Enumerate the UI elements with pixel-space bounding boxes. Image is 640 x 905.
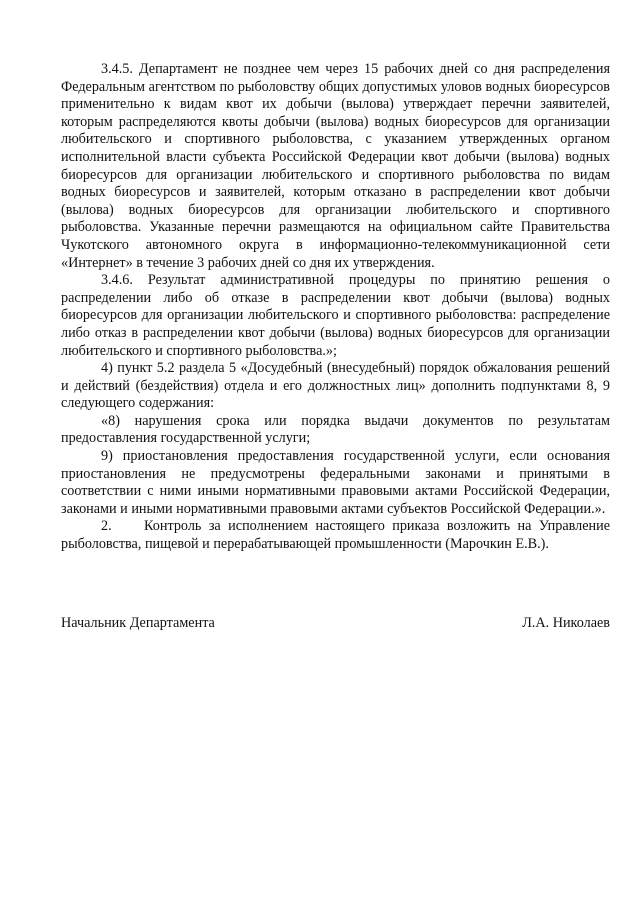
paragraph-3-4-5: 3.4.5. Департамент не позднее чем через 15 рабочих дней со дня распределения Федеральным агентством по рыболовству общих допустимых уловов водных биоресурсов применительно к видам квот их добычи (вылова) утверждает перечни заявителей, которым распределяются квоты добычи (вылова) водных биоресурсов для организации любительского и спортивного рыболовства, с указанием утвержденных органом исполнительной власти субъекта Российской Федерации квот добычи (вылова) водных биоресурсов для организации любительского и спортивного рыболовства по видам водных биоресурсов и заявителей, которым отказано в распределении квот добычи (вылова) водных биоресурсов для организации любительского и спортивного рыболовства. Указанные перечни размещаются на официальном сайте Правительства Чукотского автономного округа в информационно-телекоммуникационной сети «Интернет» в течение 3 рабочих дней со дня их утверждения. <box>61 61 610 271</box>
paragraph-item-4: 4) пункт 5.2 раздела 5 «Досудебный (внесудебный) порядок обжалования решений и действий (бездействия) отдела и его должностных лиц» дополнить подпунктами 8, 9 следующего содержания: <box>61 360 610 412</box>
item-2-number: 2. <box>101 518 112 535</box>
signatory-position: Начальник Департамента <box>61 615 215 631</box>
paragraph-3-4-6: 3.4.6. Результат административной процедуры по принятию решения о распределении либо об отказе в распределении квот добычи (вылова) водных биоресурсов для организации любительского и спортивного рыболовства: распределение либо отказ в распределении квот добычи (вылова) водных биоресурсов для организации любительского и спортивного рыболовства.»; <box>61 272 610 359</box>
paragraph-item-2 <box>61 518 610 553</box>
document-body <box>61 61 610 554</box>
paragraph-subitem-9: 9) приостановления предоставления государственной услуги, если основания приостановления не предусмотрены федеральными законами и принятыми в соответствии с ними иными нормативными правовыми актами Российской Федерации, законами и иными нормативными правовыми актами субъектов Российской Федерации.». <box>61 448 610 517</box>
signature-block <box>61 615 610 635</box>
item-2-text: Контроль за исполнением настоящего приказа возложить на Управление рыболовства, пищевой и перерабатывающей промышленности (Марочкин Е.В.). <box>61 518 610 553</box>
paragraph-subitem-8: «8) нарушения срока или порядка выдачи документов по результатам предоставления государственной услуги; <box>61 412 610 447</box>
signatory-name: Л.А. Николаев <box>522 615 610 631</box>
